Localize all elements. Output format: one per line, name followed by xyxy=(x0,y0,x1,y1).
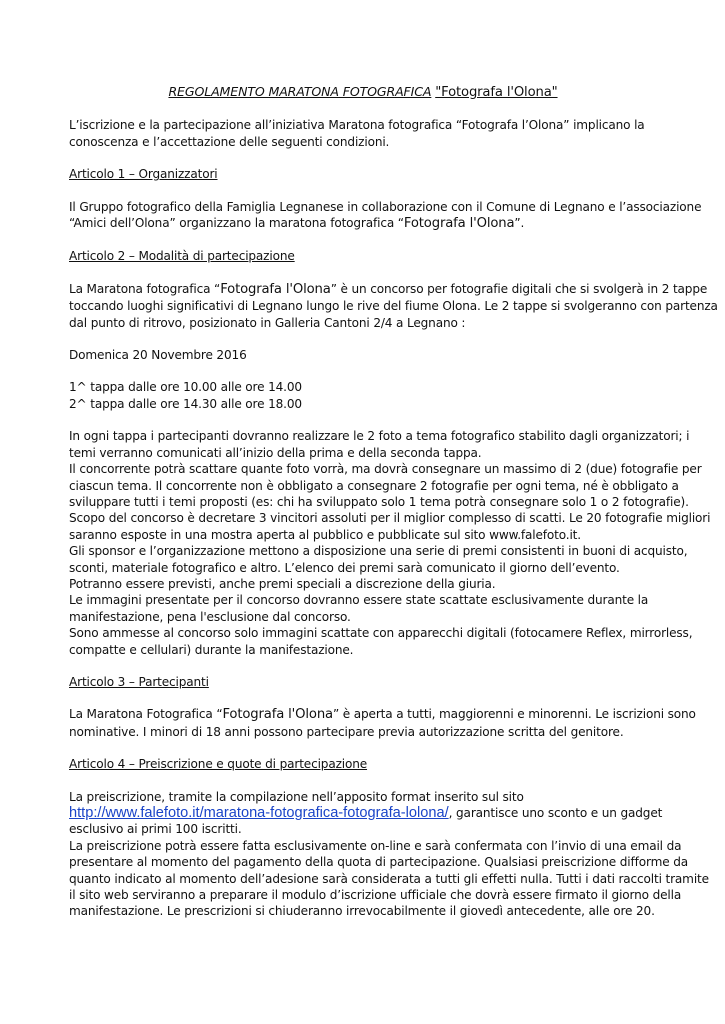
stage-1: 1^ tappa dalle ore 10.00 alle ore 14.00 xyxy=(69,380,302,395)
rules-line: Le immagini presentate per il concorso dovranno essere state scattate esclusivamente durante la xyxy=(69,593,649,608)
article-4-paragraph xyxy=(69,789,709,920)
rules-line: compatte e cellulari) durante la manifestazione. xyxy=(69,642,354,657)
article-3-paragraph xyxy=(69,706,696,740)
article-2-rules xyxy=(69,428,711,658)
article-2-line: dal punto di ritrovo, posizionato in Galleria Cantoni 2/4 a Legnano : xyxy=(69,315,466,330)
rules-line: ciascun tema. Il concorrente non è obbligato a consegnare 2 fotografie per ogni tema, né è obbligato a xyxy=(69,478,679,493)
rules-line: sconti, materiale fotografico e altro. L’elenco dei premi sarà comunicato il giorno dell’evento. xyxy=(69,560,620,575)
article-4-line: La preiscrizione, tramite la compilazione nell’apposito format inserito sul sito xyxy=(69,789,524,804)
rules-line: In ogni tappa i partecipanti dovranno realizzare le 2 foto a tema fotografico stabilito dagli organizzatori; i xyxy=(69,429,690,444)
article-2-intro xyxy=(69,281,718,331)
article-2-text: La Maratona fotografica “ xyxy=(69,281,221,296)
article-2-text: ” è un concorso per fotografie digitali che si svolgerà in 2 tappe xyxy=(330,281,708,296)
article-1-text: “Amici dell’Olona” organizzano la maratona fotografica “ xyxy=(69,216,404,231)
event-name: Fotografa l'Olona xyxy=(403,216,515,232)
article-3-text: ” è aperta a tutti, maggiorenni e minorenni. Le iscrizioni sono xyxy=(332,707,696,722)
rules-line: Il concorrente potrà scattare quante foto vorrà, ma dovrà consegnare un massimo di 2 (due) fotografie per xyxy=(69,462,702,477)
intro-line: conoscenza e l’accettazione delle seguenti condizioni. xyxy=(69,134,390,149)
title-name: "Fotografa l'Olona" xyxy=(435,85,558,100)
article-4-line: esclusivo ai primi 100 iscritti. xyxy=(69,822,242,837)
intro-line: L’iscrizione e la partecipazione all’iniziativa Maratona fotografica “Fotografa l’Olona” implicano la xyxy=(69,118,645,133)
article-1-paragraph xyxy=(69,199,702,233)
article-2-line xyxy=(69,281,708,298)
article-4-heading: Articolo 4 – Preiscrizione e quote di partecipazione xyxy=(69,757,368,772)
article-4-line: presentare al momento del pagamento della quota di partecipazione. Qualsiasi preiscrizione difforme da xyxy=(69,855,688,870)
article-3-heading: Articolo 3 – Partecipanti xyxy=(69,674,209,689)
article-1-line: Il Gruppo fotografico della Famiglia Legnanese in collaborazione con il Comune di Legnano e l’associazione xyxy=(69,199,702,214)
rules-line: sviluppare tutti i temi proposti (es: chi ha sviluppato solo 1 tema potrà consegnare solo 1 o 2 fotografie). xyxy=(69,494,689,509)
event-date: Domenica 20 Novembre 2016 xyxy=(69,348,247,363)
article-4-line: il sito web serviranno a preparare il modulo d’iscrizione ufficiale che dovrà essere firmato il giorno della xyxy=(69,888,682,903)
title-italic: REGOLAMENTO MARATONA FOTOGRAFICA xyxy=(168,84,432,99)
article-1-line xyxy=(69,215,657,232)
event-name: Fotografa l'Olona xyxy=(220,281,331,297)
stage-2: 2^ tappa dalle ore 14.30 alle ore 18.00 xyxy=(69,396,302,411)
document-body xyxy=(69,84,718,936)
article-4-text: , garantisce uno sconto e un gadget xyxy=(448,806,663,820)
article-3-text: La Maratona Fotografica “ xyxy=(69,707,223,722)
article-1-text: ”. xyxy=(514,216,525,231)
event-stages xyxy=(69,379,657,412)
rules-line: Potranno essere previsti, anche premi speciali a discrezione della giuria. xyxy=(69,576,496,591)
registration-link[interactable]: http://www.falefoto.it/maratona-fotografica-fotografa-lolona/ xyxy=(69,805,449,821)
rules-line: Scopo del concorso è decretare 3 vincitori assoluti per il miglior complesso di scatti. Le 20 fotografie migliori xyxy=(69,511,711,526)
article-4-line xyxy=(69,805,663,821)
article-2-line: toccando luoghi significativi di Legnano lungo le rive del fiume Olona. Le 2 tappe si svolgeranno con partenza xyxy=(69,299,718,314)
rules-line: temi verranno comunicati all’inizio della prima e della seconda tappa. xyxy=(69,445,482,460)
rules-line: manifestazione, pena l'esclusione dal concorso. xyxy=(69,609,351,624)
article-2-heading: Articolo 2 – Modalità di partecipazione xyxy=(69,249,295,264)
intro-paragraph xyxy=(69,117,657,150)
article-3-line xyxy=(69,706,696,723)
article-4-line: La preiscrizione potrà essere fatta esclusivamente on-line e sarà confermata con l’invio di una email da xyxy=(69,838,682,853)
article-3-line: nominative. I minori di 18 anni possono partecipare previa autorizzazione scritta del genitore. xyxy=(69,724,624,739)
rules-line: Gli sponsor e l’organizzazione mettono a disposizione una serie di premi consistenti in buoni di acquisto, xyxy=(69,544,688,559)
document-title xyxy=(69,84,657,101)
article-1-heading: Articolo 1 – Organizzatori xyxy=(69,167,218,182)
rules-line: saranno esposte in una mostra aperta al pubblico e pubblicate sul sito www.falefoto.it. xyxy=(69,527,581,542)
event-name: Fotografa l'Olona xyxy=(222,707,333,723)
article-4-line: quanto indicato al momento dell’adesione sarà considerata a tutti gli effetti nulla. Tutti i dati raccolti tramite xyxy=(69,871,709,886)
rules-line: Sono ammesse al concorso solo immagini scattate con apparecchi digitali (fotocamere Reflex, mirrorless, xyxy=(69,626,693,641)
article-4-line: manifestazione. Le prescrizioni si chiuderanno irrevocabilmente il giovedì antecedente, alle ore 20. xyxy=(69,904,655,919)
